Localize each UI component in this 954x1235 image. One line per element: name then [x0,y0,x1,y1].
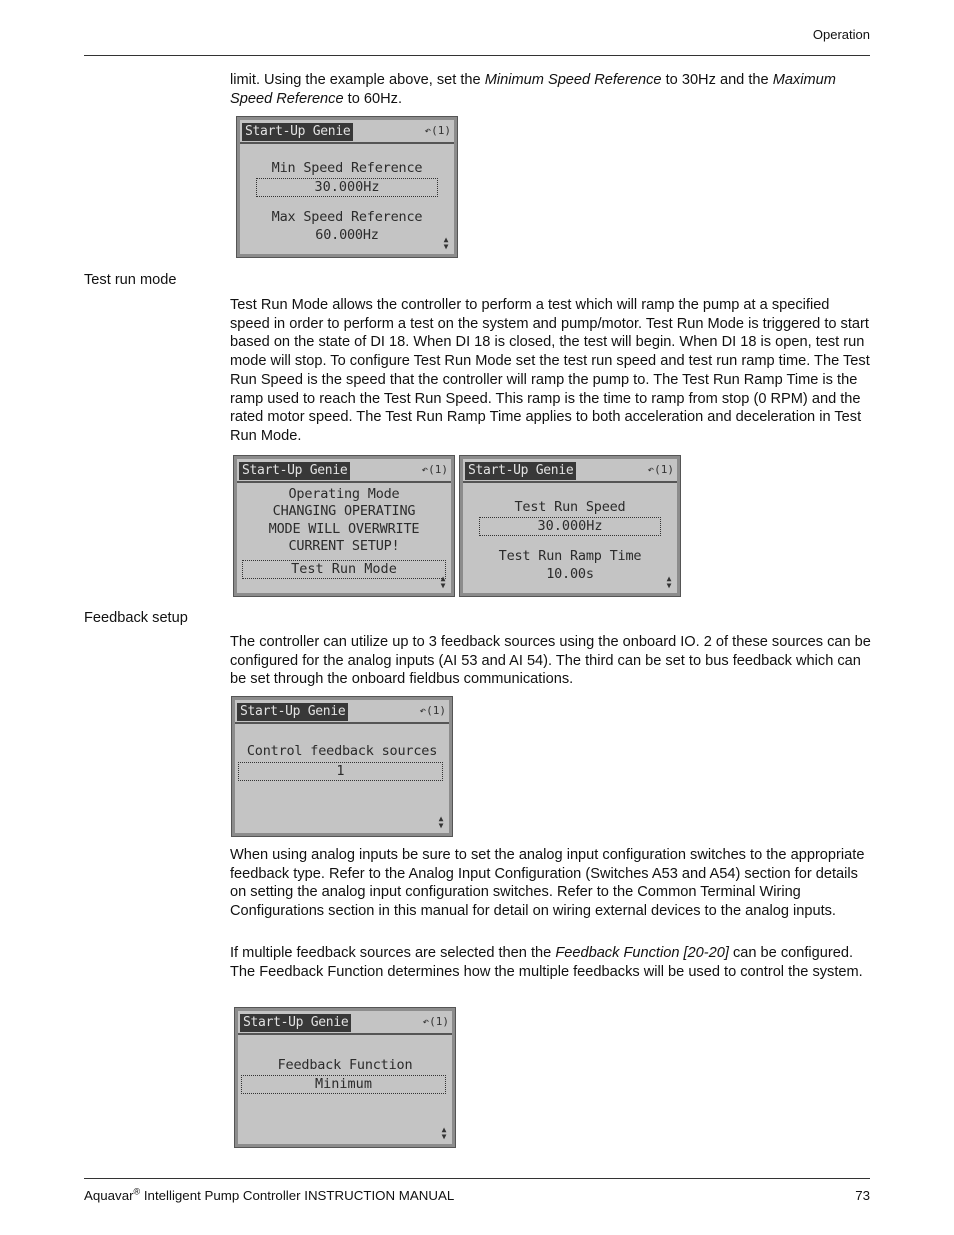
feedback-paragraph-3 [230,944,872,981]
feedback-text-b: can be configured. The Feedback Function determines how the multiple feedbacks will be used to control the system. [230,945,863,980]
scroll-arrows-icon: ▲ ▼ [440,574,446,590]
intro-text-2: to 30Hz and the [661,72,773,88]
warning-line-1: CHANGING OPERATING [272,503,416,519]
lcd-title: Start-Up Genie [240,1014,351,1032]
intro-text-1: limit. Using the example above, set the [230,72,485,88]
lcd-title: Start-Up Genie [237,703,348,721]
feedback-function-label: Feedback Function [277,1057,413,1073]
section-heading-feedback: Feedback setup [84,610,188,626]
back-icon: ↶(1) [422,1015,449,1028]
back-icon: ↶(1) [421,463,448,476]
scroll-arrows-icon: ▲ ▼ [438,814,444,830]
lcd-divider [238,1033,452,1035]
feedback-sources-value: 1 [238,762,443,781]
feedback-text-a: If multiple feedback sources are selected then the [230,945,556,961]
test-run-ramp-label: Test Run Ramp Time [498,548,642,564]
intro-em-min: Minimum Speed Reference [484,72,662,88]
feedback-function-value: Minimum [241,1075,446,1094]
warning-line-3: CURRENT SETUP! [288,538,400,554]
page-number: 73 [855,1188,870,1203]
intro-text-3: to 60Hz. [343,90,402,107]
lcd-title: Start-Up Genie [242,123,353,141]
feedback-sources-label: Control feedback sources [246,743,438,759]
feedback-paragraph-1: The controller can utilize up to 3 feedback sources using the onboard IO. 2 of these sources can be configured for the analog inputs (AI 53 and AI 54). The third can be set to bus feedback which can be set through the onboard fieldbus communications. [230,634,871,688]
lcd-divider [240,142,454,144]
intro-em-max: Maximum Speed Reference [230,72,836,107]
header-section-label: Operation [812,27,870,42]
operating-mode-value: Test Run Mode [242,560,446,579]
max-speed-value: 60.000Hz [315,227,379,243]
lcd-test-run-speed [459,455,681,597]
footer-title-rest: Intelligent Pump Controller INSTRUCTION MANUAL [140,1188,455,1203]
test-run-speed-value: 30.000Hz [479,517,661,536]
scroll-arrows-icon: ▲ ▼ [441,1125,447,1141]
test-run-speed-label: Test Run Speed [514,499,626,515]
scroll-arrows-icon: ▲ ▼ [443,235,449,251]
min-speed-label: Min Speed Reference [271,160,423,176]
back-icon: ↶(1) [647,463,674,476]
lcd-feedback-function [234,1007,456,1148]
lcd-title: Start-Up Genie [239,462,350,480]
feedback-function-em: Feedback Function [20-20] [555,945,729,961]
registered-mark: ® [133,1186,141,1197]
lcd-operating-mode [233,455,455,597]
lcd-divider [237,481,451,483]
warning-line-2: MODE WILL OVERWRITE [268,521,420,537]
back-icon: ↶(1) [419,704,446,717]
footer-rule [84,1178,870,1179]
section-heading-test-run: Test run mode [84,272,177,288]
intro-paragraph [230,71,872,108]
footer-manual-title [84,1188,454,1203]
test-run-paragraph: Test Run Mode allows the controller to perform a test which will ramp the pump at a specified speed in order to perform a test on the system and pump/motor. Test Run Mode is triggered to start based on the state of DI 18. When DI 18 is closed, the test will begin. When DI 18 is open, test run mode will stop. To configure Test Run Mode set the test run speed and test run ramp time. The Test Run Speed is the speed that the controller will ramp the pump to. The Test Run Ramp Time is the ramp used to reach the Test Run Speed. This ramp is the time to ramp from stop (0 RPM) and the rated motor speed. The Test Run Ramp Time applies to both acceleration and deceleration in Test Run Mode. [230,297,870,444]
lcd-feedback-sources [231,696,453,837]
operating-mode-label: Operating Mode [288,486,400,502]
test-run-ramp-value: 10.00s [546,566,594,582]
footer-brand: Aquavar [84,1188,134,1203]
min-speed-value: 30.000Hz [256,178,438,197]
lcd-divider [235,722,449,724]
feedback-paragraph-2: When using analog inputs be sure to set the analog input configuration switches to the appropriate feedback type. Refer to the Analog Input Configuration (Switches A53 and A54) section for details on setting the analog input configuration switches. Refer to the Common Terminal Wiring Configurations section in this manual for detail on wiring external devices to the analog inputs. [230,847,865,920]
scroll-arrows-icon: ▲ ▼ [666,574,672,590]
header-rule [84,55,870,56]
max-speed-label: Max Speed Reference [271,209,423,225]
back-icon: ↶(1) [424,124,451,137]
lcd-speed-reference [236,116,458,258]
lcd-title: Start-Up Genie [465,462,576,480]
lcd-divider [463,481,677,483]
